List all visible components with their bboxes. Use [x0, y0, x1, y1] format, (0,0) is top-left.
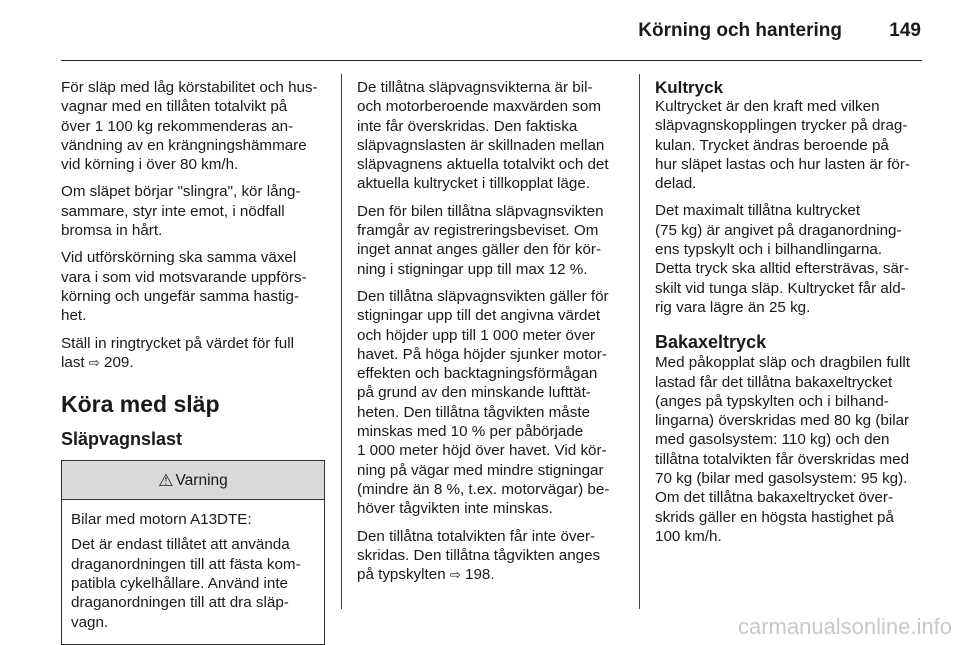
warning-text: Bilar med motorn A13DTE: [71, 511, 252, 529]
page-reference-icon: ⇨ [88, 354, 100, 370]
paragraph: Den tillåtna släpvagnsvikten gäller för stigningar upp till det angivna värdet och höjder upp till 1 000 meter över havet. På höga höjder sjunker motor- effekten och backtagningsförmågan på grund av den minskande lufttät- heten. Den tillåtna tågvikten måste minskas med 10 % per påbörjade 1 000 meter höjd över havet. Vid kör- ning på vägar med mindre stigningar (mindre än 8 %, t.ex. motorvägar) be- höver tågvikten inte minskas. [357, 287, 610, 518]
subsection-heading: Bakaxeltryck [655, 332, 767, 353]
column-1 [61, 78, 325, 645]
paragraph: Den för bilen tillåtna släpvagnsvikten framgår av registreringsbeviset. Om inget annat anges gäller den för kör- ning i stigningar upp till max 12 %. [357, 202, 604, 278]
warning-body [62, 500, 324, 644]
paragraph: Den tillåtna totalvikten får inte över- skridas. Den tillåtna tågvikten anges på typskylten ⇨ 198. [357, 527, 601, 584]
column-divider-1 [341, 74, 342, 609]
page-header [0, 0, 960, 50]
section-heading: Släpvagnslast [61, 429, 183, 450]
column-2 [357, 78, 625, 592]
warning-title: Varning [175, 471, 228, 489]
column-3 [655, 78, 925, 554]
page-reference-icon: ⇨ [449, 567, 461, 583]
page-reference-link[interactable]: 209. [104, 353, 134, 371]
chapter-heading: Köra med släp [61, 391, 220, 418]
page-number: 149 [889, 20, 921, 41]
paragraph: Om släpet börjar "slingra", kör lång- sammare, styr inte emot, i nödfall bromsa in hårt. [61, 183, 301, 240]
section-title: Körning och hantering [638, 20, 842, 41]
paragraph: Det maximalt tillåtna kultrycket (75 kg) är angivet på draganordning- ens typskylt och i bilhandlingarna. Detta tryck ska alltid eftersträvas, sär- skilt vid tunga släp. Kultrycket får ald- rig vara lägre än 25 kg. [655, 202, 910, 316]
warning-header [62, 461, 324, 500]
column-divider-2 [639, 74, 640, 609]
page-reference-link[interactable]: 198. [465, 566, 495, 584]
paragraph: För släp med låg körstabilitet och hus- vagnar med en tillåten totalvikt på över 1 100 kg rekommenderas an- vändning av en krängningshämmare vid körning i över 80 km/h. [61, 79, 318, 174]
warning-text: Det är endast tillåtet att använda draganordningen till att fästa kom- patibla cykelhållare. Använd inte draganordningen till att dra släp- vagn. [71, 536, 301, 631]
paragraph: Kultrycket är den kraft med vilken släpvagnskopplingen trycker på drag- kulan. Trycket ändras beroende på hur släpet lastas och hur lasten är för- delad. [655, 98, 910, 193]
warning-box [61, 460, 325, 645]
header-rule [61, 60, 922, 61]
paragraph: Med påkopplat släp och dragbilen fullt lastad får det tillåtna bakaxeltrycket (anges på typskylten och i bilhand- lingarna) överskridas med 80 kg (bilar med gasolsystem: 110 kg) och den tillåtna totalvikten får överskridas med 70 kg (bilar med gasolsystem: 95 kg). Om det tillåtna bakaxeltrycket över- skrids gäller en högsta hastighet på 100 km/h. [655, 354, 910, 545]
paragraph: De tillåtna släpvagnsvikterna är bil- och motorberoende maxvärden som inte får överskridas. Den faktiska släpvagnslasten är skillnaden mellan släpvagnens aktuella totalvikt och det aktuella kultrycket i tillkopplat läge. [357, 79, 609, 193]
paragraph: Vid utförskörning ska samma växel vara i som vid motsvarande uppförs- körning och ungefär samma hastig- het. [61, 249, 307, 325]
subsection-heading: Kultryck [655, 78, 724, 97]
watermark: carmanualsonline.info [737, 614, 952, 639]
warning-triangle-icon: ⚠ [158, 470, 174, 490]
paragraph: Ställ in ringtrycket på värdet för full last ⇨ 209. [61, 334, 294, 371]
